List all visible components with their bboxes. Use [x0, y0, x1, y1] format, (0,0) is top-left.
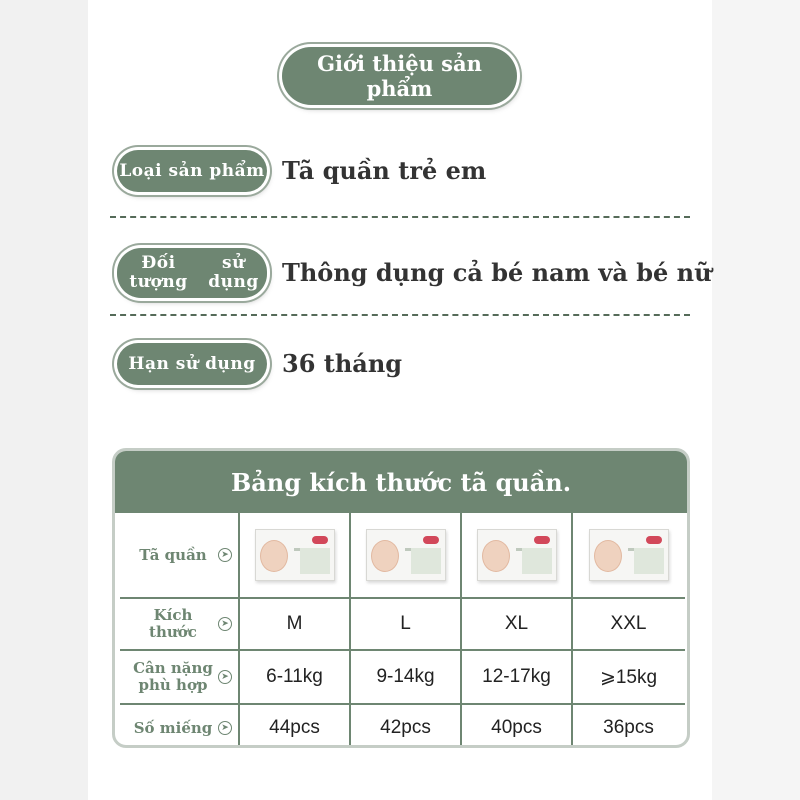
- table-cell: L: [351, 599, 462, 649]
- table-row-product: [120, 513, 685, 599]
- table-row-size: [120, 599, 685, 651]
- divider: [110, 314, 690, 316]
- left-background-edge: [0, 0, 88, 800]
- table-cell: 44pcs: [240, 705, 351, 748]
- divider: [110, 216, 690, 218]
- right-background-edge: [712, 0, 800, 800]
- row-label-weight: [128, 660, 218, 694]
- table-cell: 36pcs: [603, 717, 654, 738]
- size-table-heading: Bảng kích thước tã quần.: [115, 451, 687, 513]
- circle-arrow-right-icon: ➤: [218, 617, 232, 631]
- target-user-label-line2: sử dụng: [208, 253, 259, 292]
- row-label-size: Kích thước: [149, 606, 197, 641]
- size-table: [112, 448, 690, 748]
- target-user-label: [117, 248, 267, 298]
- row-label-product: Tã quần: [139, 545, 207, 564]
- row-label-weight-line1: Cân nặng: [133, 659, 213, 677]
- circle-arrow-right-icon: ➤: [218, 721, 232, 735]
- product-type-label: Loại sản phẩm: [117, 150, 267, 192]
- expiry-label: Hạn sử dụng: [117, 343, 267, 385]
- row-label-count: Số miếng: [133, 718, 213, 737]
- table-cell: 42pcs: [351, 705, 462, 748]
- product-type-value: Tã quần trẻ em: [282, 156, 487, 185]
- table-cell: M: [240, 599, 351, 649]
- page-title: Giới thiệu sản phẩm: [282, 47, 517, 105]
- table-cell: 9-14kg: [351, 651, 462, 703]
- diaper-pack-image-l: [366, 529, 446, 581]
- circle-arrow-right-icon: ➤: [218, 548, 232, 562]
- target-user-value: Thông dụng cả bé nam và bé nữ: [282, 258, 712, 287]
- target-user-label-line1: Đối tượng: [129, 253, 188, 292]
- table-cell: 40pcs: [462, 705, 573, 748]
- diaper-pack-image-xxl: [589, 529, 669, 581]
- diaper-pack-image-xl: [477, 529, 557, 581]
- table-cell: ⩾15kg: [599, 666, 658, 688]
- diaper-pack-image-m: [255, 529, 335, 581]
- expiry-value: 36 tháng: [282, 349, 403, 378]
- row-label-weight-line2: phù hợp: [138, 676, 208, 694]
- table-cell: 12-17kg: [462, 651, 573, 703]
- circle-arrow-right-icon: ➤: [218, 670, 232, 684]
- table-cell: XL: [462, 599, 573, 649]
- table-cell: XXL: [610, 613, 647, 634]
- table-row-weight: [120, 651, 685, 705]
- table-cell: 6-11kg: [240, 651, 351, 703]
- table-row-count: [120, 705, 685, 748]
